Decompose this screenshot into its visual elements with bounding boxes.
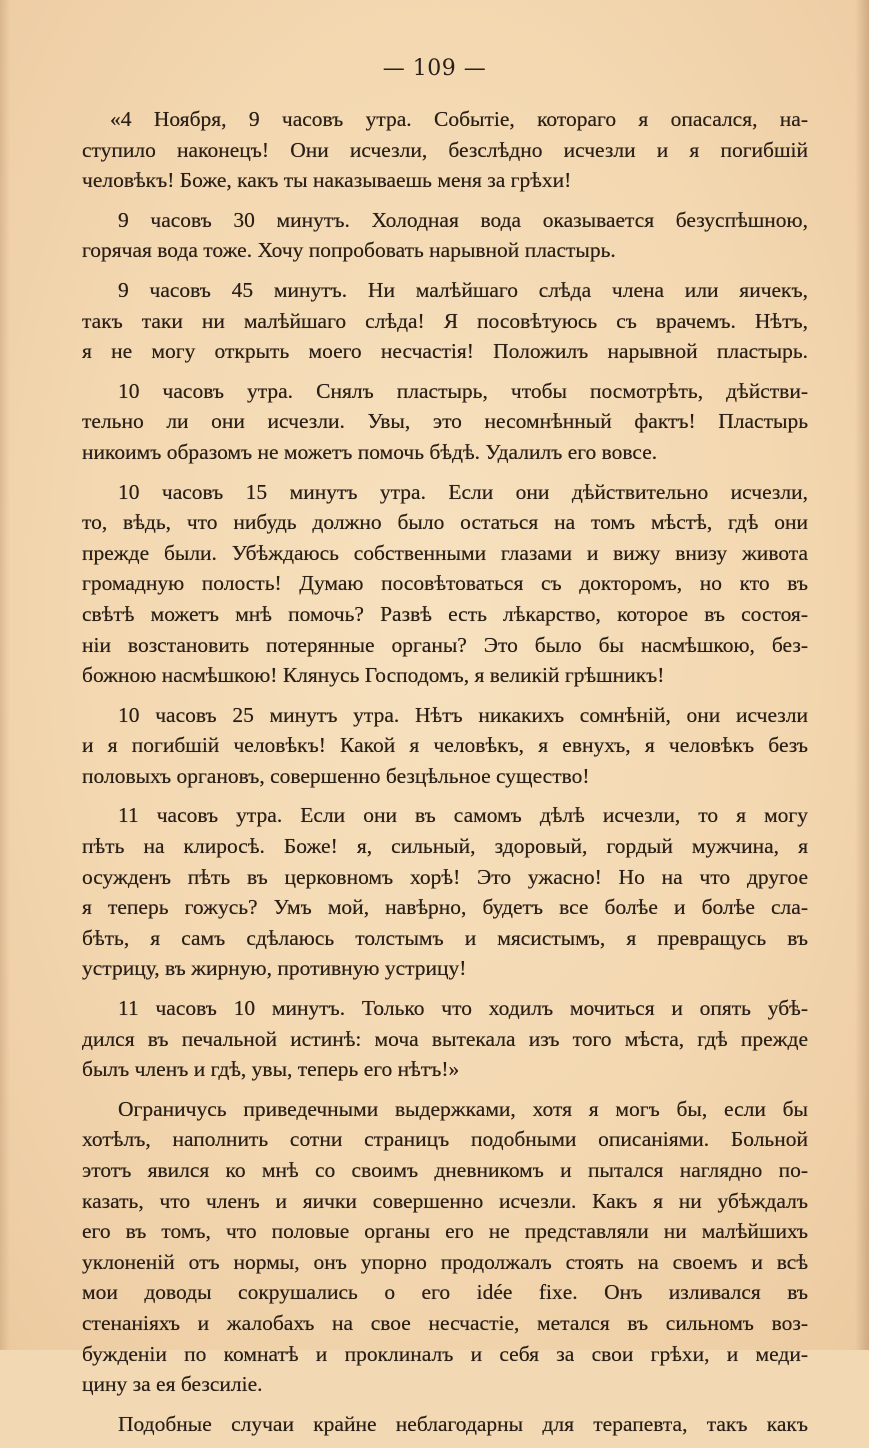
paragraph-diary-entry-6 (82, 700, 808, 792)
paragraph-diary-entry-5 (82, 477, 808, 691)
text-line: 10 часовъ 15 минутъ утра. Если они дѣйствительно исчезли, (118, 479, 808, 504)
paragraph-diary-entry-8 (82, 993, 808, 1085)
page-right-edge-shadow (855, 0, 869, 1350)
text-line: 10 часовъ 25 минутъ утра. Нѣтъ никакихъ сомнѣній, они исчезли (118, 702, 808, 727)
text-line: человѣкъ! Боже, какъ ты наказываешь меня за грѣхи! (82, 168, 572, 193)
text-line: мои доводы сокрушались о его idée fixe. Онъ изливался въ (82, 1280, 808, 1305)
text-line: ступило наконецъ! Они исчезли, безслѣдно исчезли и я погибшій (82, 137, 808, 162)
text-line: громадную полость! Думаю посовѣтоваться съ докторомъ, но кто въ (82, 571, 808, 596)
text-line: 11 часовъ утра. Если они въ самомъ дѣлѣ исчезли, то я могу (118, 803, 808, 828)
text-line: 9 часовъ 30 минутъ. Холодная вода оказывается безуспѣшною, (118, 207, 808, 232)
body-text (82, 104, 808, 1448)
text-line: бѣть, я самъ сдѣлаюсь толстымъ и мясистымъ, я превращусь въ (82, 925, 808, 950)
paragraph-continuation (82, 1409, 808, 1440)
paragraph-diary-entry-2 (82, 205, 808, 266)
text-line: такъ таки ни малѣйшаго слѣда! Я посовѣтуюсь съ врачемъ. Нѣтъ, (82, 308, 808, 333)
text-line: Подобные случаи крайне неблагодарны для терапевта, такъ какъ (118, 1411, 808, 1436)
text-line: прежде были. Убѣждаюсь собственными глазами и вижу внизу живота (82, 540, 808, 565)
text-line: дился въ печальной истинѣ: моча вытекала изъ того мѣста, гдѣ прежде (82, 1026, 808, 1051)
text-line: 9 часовъ 45 минутъ. Ни малѣйшаго слѣда члена или яичекъ, (118, 277, 808, 302)
text-line: бужденіи по комнатѣ и проклиналъ и себя за свои грѣхи, и меди- (82, 1341, 808, 1366)
text-line: стенаніяхъ и жалобахъ на свое несчастіе, метался въ сильномъ воз- (82, 1310, 808, 1335)
text-line: Ограничусь приведечными выдержками, хотя я могъ бы, если бы (118, 1096, 808, 1121)
text-line: «4 Ноября, 9 часовъ утра. Событіе, котораго я опасался, на- (110, 107, 808, 131)
text-line: хотѣлъ, наполнить сотни страницъ подобными описаніями. Больной (82, 1127, 808, 1152)
text-line: половыхъ органовъ, совершенно безцѣльное существо! (82, 763, 590, 788)
paragraph-diary-entry-7 (82, 800, 808, 984)
page-left-edge-shadow (0, 0, 10, 1350)
page-number: — 109 — (382, 56, 487, 81)
text-line: горячая вода тоже. Хочу попробовать нарывной пластырь. (82, 238, 616, 263)
text-line: и я погибшій человѣкъ! Какой я человѣкъ, я евнухъ, я человѣкъ безъ (82, 733, 808, 758)
text-line: цину за ея безсиліе. (82, 1372, 263, 1397)
text-line: свѣтѣ можетъ мнѣ помочь? Развѣ есть лѣкарство, которое въ состоя- (82, 601, 808, 626)
text-line: его въ томъ, что половые органы его не представляли ни малѣйшихъ (82, 1219, 808, 1244)
paragraph-diary-entry-3 (82, 275, 808, 367)
text-line: 10 часовъ утра. Снялъ пластырь, чтобы посмотрѣть, дѣйстви- (118, 378, 808, 403)
text-line: я не могу открыть моего несчастія! Положилъ нарывной пластырь. (82, 339, 808, 364)
text-line: былъ членъ и гдѣ, увы, теперь его нѣтъ!» (82, 1057, 460, 1082)
text-line: казать, что членъ и яички совершенно исчезли. Какъ я ни убѣждалъ (82, 1188, 808, 1213)
text-line: никоимъ образомъ не можетъ помочь бѣдѣ. Удалилъ его вовсе. (82, 439, 658, 464)
paragraph-author-commentary (82, 1094, 808, 1400)
text-line: пѣть на клиросѣ. Боже! я, сильный, здоровый, гордый мужчина, я (82, 834, 808, 859)
text-line: тельно ли они исчезли. Увы, это несомнѣнный фактъ! Пластырь (82, 409, 808, 434)
text-line: уклоненій отъ нормы, онъ упорно продолжалъ стоять на своемъ и всѣ (82, 1249, 808, 1274)
paragraph-diary-entry-4 (82, 376, 808, 468)
paragraph-diary-entry-1 (82, 104, 808, 196)
text-line: 11 часовъ 10 минутъ. Только что ходилъ мочиться и опять убѣ- (118, 996, 808, 1021)
text-line: устрицу, въ жирную, противную устрицу! (82, 956, 467, 981)
text-line: я теперь гожусь? Умъ мой, навѣрно, будетъ все болѣе и болѣе сла- (82, 895, 808, 920)
text-line: божною насмѣшкою! Клянусь Господомъ, я великій грѣшникъ! (82, 663, 665, 688)
text-line: осужденъ пѣть въ церковномъ хорѣ! Это ужасно! Но на что другое (82, 864, 808, 889)
text-line: этотъ явился ко мнѣ со своимъ дневникомъ и пытался наглядно по- (82, 1158, 808, 1182)
text-line: то, вѣдь, что нибудь должно было остаться на томъ мѣстѣ, гдѣ они (82, 510, 808, 535)
text-line: ніи возстановить потерянные органы? Это было бы насмѣшкою, без- (82, 632, 808, 657)
